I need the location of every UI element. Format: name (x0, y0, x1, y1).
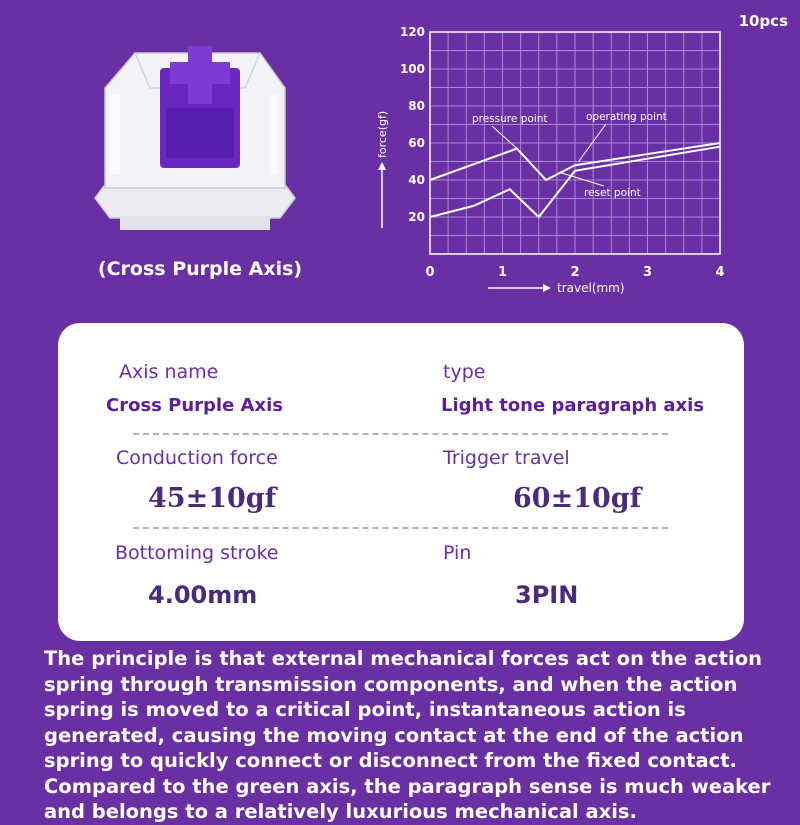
trigger-travel-value: 60±10gf (513, 483, 642, 514)
pin-value: 3PIN (515, 581, 579, 609)
description-text: The principle is that external mechanical forces act on the action spring through transmission components, and when the action spring is moved to a critical point, instantaneous action is generated, causing the moving contact at the end of the action spring to quickly connect or disconnect from the fixed contact. Compared to the green axis, the paragraph sense is much weaker and belongs to a relatively luxurious mechanical axis. (44, 647, 771, 823)
trigger-travel-label: Trigger travel (443, 447, 570, 469)
axis-name-value: Cross Purple Axis (106, 395, 283, 416)
x-axis-label: travel(mm) (557, 281, 625, 295)
annotation-label: reset point (584, 187, 641, 199)
type-value: Light tone paragraph axis (441, 395, 705, 416)
y-tick-label: 40 (408, 173, 425, 187)
annotation-label: operating point (586, 111, 667, 123)
x-tick-label: 4 (715, 265, 725, 280)
divider (133, 433, 668, 435)
y-tick-label: 80 (408, 99, 425, 113)
conduction-force-label: Conduction force (116, 447, 278, 469)
y-axis-arrowhead (378, 162, 386, 170)
bottoming-stroke-value: 4.00mm (148, 581, 258, 609)
y-tick-label: 60 (408, 136, 425, 150)
quantity-label: 10pcs (738, 12, 788, 30)
conduction-force-value: 45±10gf (148, 483, 277, 514)
annotation-pointer (492, 126, 517, 149)
x-tick-label: 3 (642, 265, 653, 280)
y-tick-label: 100 (399, 62, 425, 76)
type-label: type (443, 361, 486, 383)
switch-caption: (Cross Purple Axis) (97, 258, 303, 280)
annotation-pointer (561, 173, 605, 186)
y-tick-label: 20 (408, 210, 425, 224)
annotation-label: pressure point (472, 113, 548, 125)
x-tick-label: 0 (425, 265, 435, 280)
y-axis-label: force(gf) (376, 110, 389, 158)
x-tick-label: 1 (497, 265, 508, 280)
divider (133, 527, 668, 529)
pin-label: Pin (443, 542, 472, 564)
y-tick-label: 120 (399, 25, 425, 39)
bottoming-stroke-label: Bottoming stroke (115, 542, 279, 564)
x-tick-label: 2 (570, 265, 580, 280)
switch-image (80, 28, 320, 258)
axis-name-label: Axis name (119, 361, 219, 383)
spec-card (58, 323, 744, 641)
x-axis-arrowhead (543, 284, 551, 292)
force-travel-chart (360, 18, 740, 310)
